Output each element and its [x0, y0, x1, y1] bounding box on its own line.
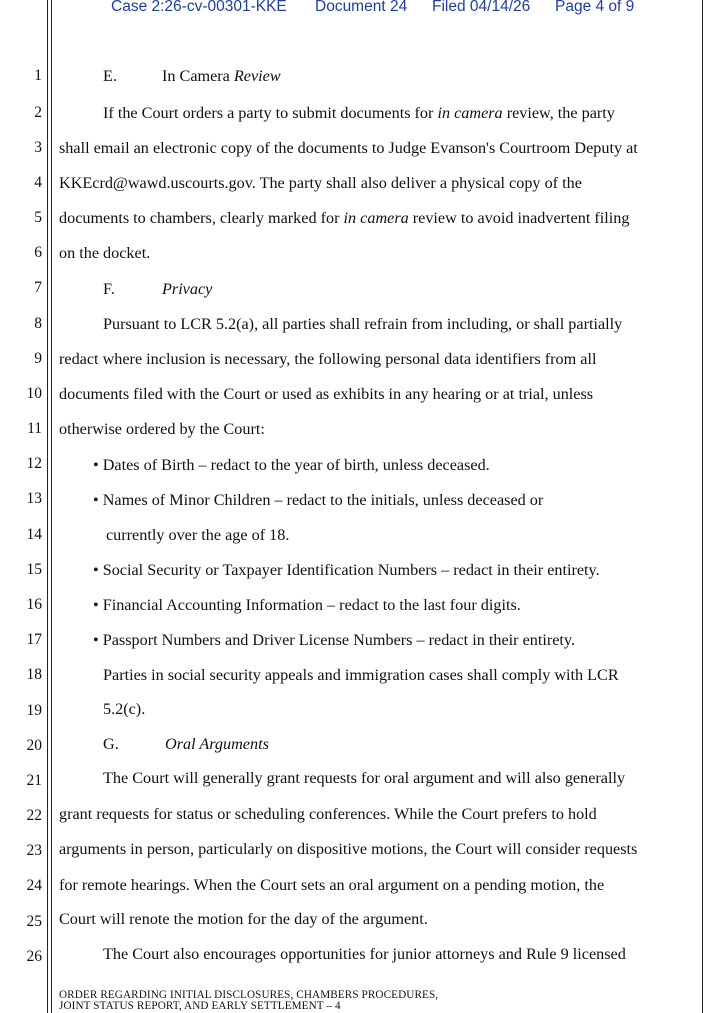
line-number: 18 — [26, 666, 42, 683]
document-number: Document 24 — [315, 0, 408, 15]
section-e-letter: E. — [103, 67, 117, 85]
footer-title-line-1: ORDER REGARDING INITIAL DISCLOSURES, CHAMBERS PROCEDURES, — [59, 989, 439, 1001]
paragraph-line: redact where inclusion is necessary, the following personal data identifiers from all — [59, 350, 597, 368]
line-number: 7 — [34, 279, 42, 296]
line-number: 16 — [26, 596, 42, 613]
section-f-heading: Privacy — [162, 280, 213, 298]
paragraph-line: The Court also encourages opportunities for junior attorneys and Rule 9 licensed — [103, 945, 626, 963]
left-margin-rule-inner — [51, 0, 52, 1013]
line-number: 6 — [34, 244, 42, 261]
line-number: 4 — [34, 174, 42, 191]
line-number: 22 — [26, 807, 42, 824]
paragraph-line: shall email an electronic copy of the documents to Judge Evanson's Courtroom Deputy at — [59, 139, 638, 157]
line-number: 13 — [26, 490, 42, 507]
line-number: 9 — [34, 350, 42, 367]
paragraph-line: arguments in person, particularly on dispositive motions, the Court will consider requests — [59, 840, 638, 858]
line-number: 19 — [26, 702, 42, 719]
list-item-continuation: currently over the age of 18. — [106, 526, 290, 544]
case-header — [0, 0, 726, 20]
paragraph-line: 5.2(c). — [103, 700, 146, 718]
page-indicator: Page 4 of 9 — [555, 0, 635, 15]
section-e-heading: In Camera Review — [162, 67, 281, 85]
paragraph-line: documents to chambers, clearly marked for in camera review to avoid inadvertent filing — [59, 209, 630, 227]
line-number: 20 — [26, 737, 42, 754]
line-number: 1 — [34, 67, 42, 84]
line-number: 14 — [26, 526, 42, 543]
paragraph-line: grant requests for status or scheduling conferences. While the Court prefers to hold — [59, 805, 597, 823]
line-number: 12 — [26, 455, 42, 472]
list-item: • Dates of Birth – redact to the year of birth, unless deceased. — [93, 456, 490, 474]
line-number: 26 — [26, 948, 42, 965]
paragraph-line: Court will renote the motion for the day of the argument. — [59, 910, 428, 928]
paragraph-line: for remote hearings. When the Court sets an oral argument on a pending motion, the — [59, 876, 605, 894]
list-item: • Financial Accounting Information – redact to the last four digits. — [93, 596, 521, 614]
line-number: 11 — [27, 420, 42, 437]
paragraph-line: otherwise ordered by the Court: — [59, 420, 265, 438]
section-f-letter: F. — [103, 280, 115, 298]
left-margin-rule-outer — [47, 0, 48, 1013]
filed-date: Filed 04/14/26 — [432, 0, 531, 15]
paragraph-line: documents filed with the Court or used as exhibits in any hearing or at trial, unless — [59, 385, 594, 403]
section-g-letter: G. — [103, 735, 119, 753]
line-number: 5 — [34, 209, 42, 226]
paragraph-line: on the docket. — [59, 244, 151, 262]
footer-title-line-2: JOINT STATUS REPORT, AND EARLY SETTLEMENT – 4 — [59, 1000, 341, 1012]
paragraph-line: If the Court orders a party to submit documents for in camera review, the party — [103, 104, 615, 122]
right-margin-rule — [702, 0, 703, 1013]
paragraph-line: The Court will generally grant requests for oral argument and will also generally — [103, 769, 626, 787]
paragraph-line: Parties in social security appeals and immigration cases shall comply with LCR — [103, 666, 619, 684]
line-number: 8 — [34, 315, 42, 332]
line-number: 24 — [26, 877, 42, 894]
line-number: 2 — [34, 104, 42, 121]
paragraph-line: KKEcrd@wawd.uscourts.gov. The party shall also deliver a physical copy of the — [59, 174, 582, 192]
line-number: 15 — [26, 561, 42, 578]
section-g-heading: Oral Arguments — [165, 735, 269, 753]
list-item: • Passport Numbers and Driver License Numbers – redact in their entirety. — [93, 631, 576, 649]
line-number: 25 — [26, 913, 42, 930]
list-item: • Social Security or Taxpayer Identification Numbers – redact in their entirety. — [93, 561, 600, 579]
list-item: • Names of Minor Children – redact to the initials, unless deceased or — [93, 491, 544, 509]
line-number: 21 — [26, 772, 42, 789]
line-number: 3 — [34, 139, 42, 156]
line-number: 23 — [26, 842, 42, 859]
line-number: 17 — [26, 631, 42, 648]
case-number: Case 2:26-cv-00301-KKE — [111, 0, 287, 15]
line-number: 10 — [26, 385, 42, 402]
paragraph-line: Pursuant to LCR 5.2(a), all parties shall refrain from including, or shall partially — [103, 315, 623, 333]
